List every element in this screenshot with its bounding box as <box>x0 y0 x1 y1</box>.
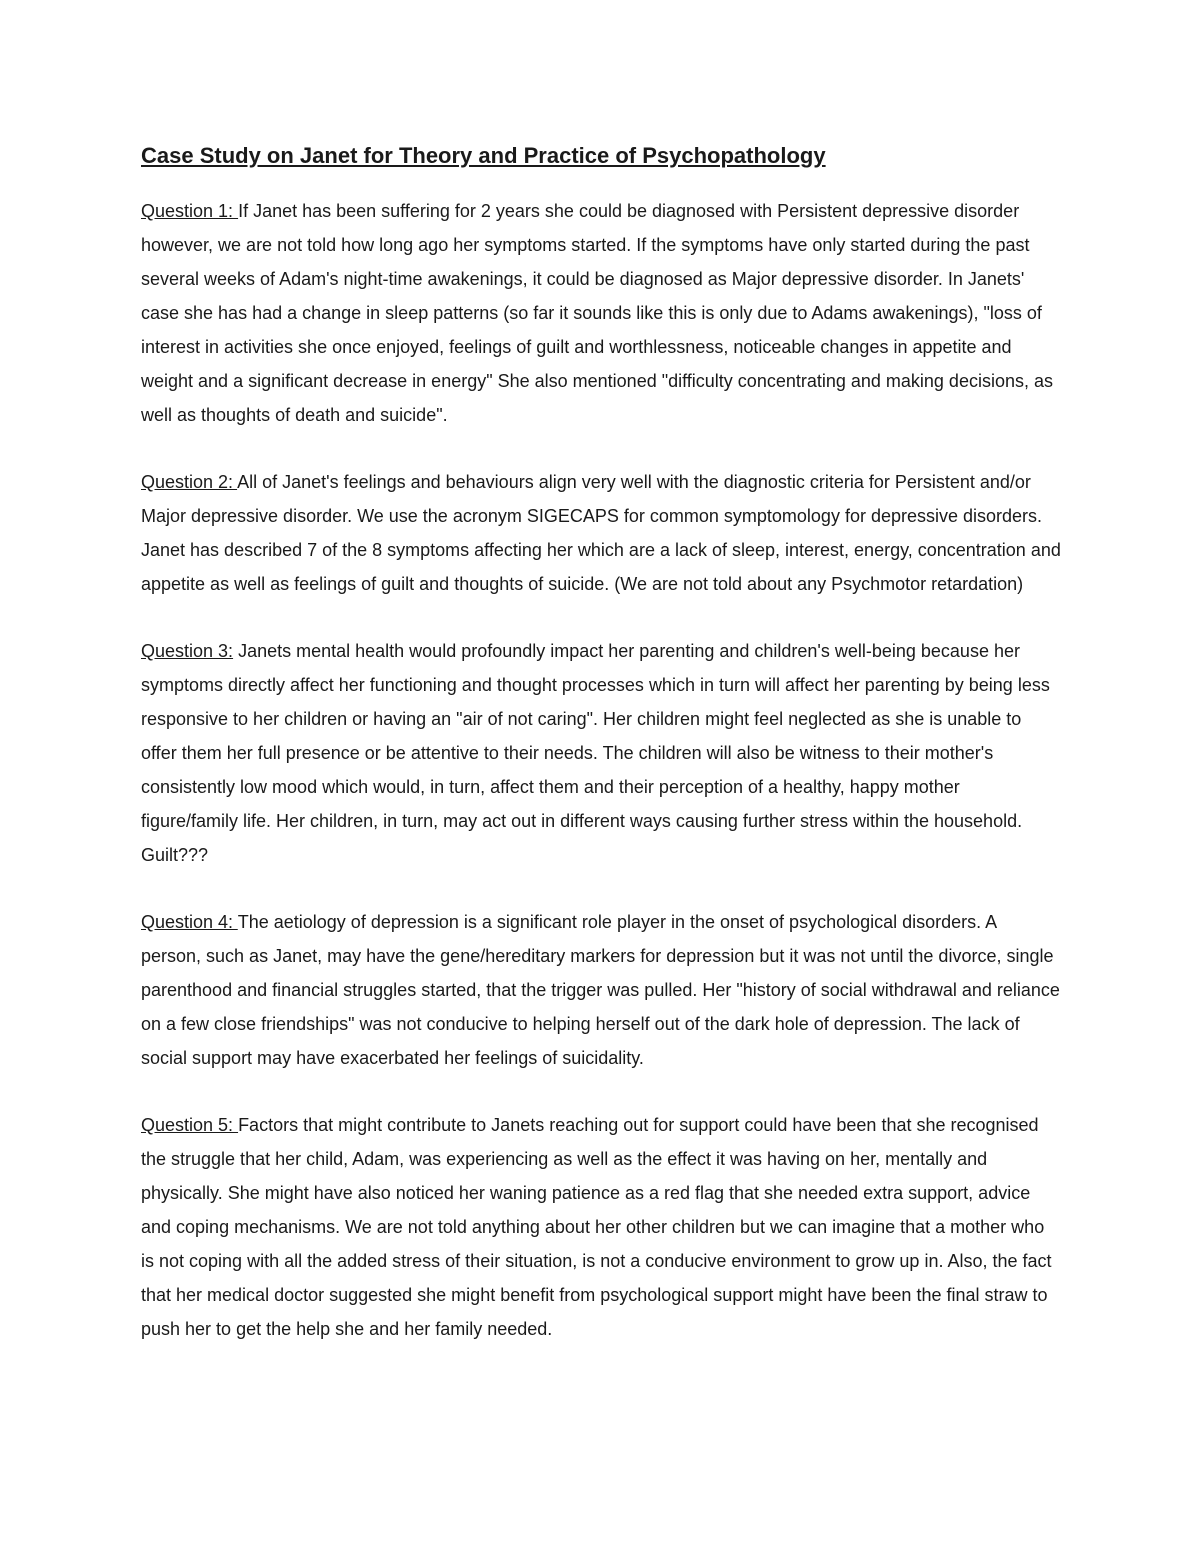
question-2-text: All of Janet's feelings and behaviours align very well with the diagnostic criteria for Persistent and/or Major depressive disorder. We use the acronym SIGECAPS for common symptomology for depressive disorders. Janet has described 7 of the 8 symptoms affecting her which are a lack of sleep, interest, energy, concentration and appetite as well as feelings of guilt and thoughts of suicide. (We are not told about any Psychmotor retardation) <box>141 472 1061 594</box>
question-3-label: Question 3: <box>141 641 234 661</box>
question-4-label: Question 4: <box>141 912 238 932</box>
question-1-label: Question 1: <box>141 201 239 221</box>
question-5-paragraph <box>141 1108 1061 1346</box>
question-5-label: Question 5: <box>141 1115 239 1135</box>
question-2-label: Question 2: <box>141 472 238 492</box>
question-4-text: The aetiology of depression is a significant role player in the onset of psychological disorders. A person, such as Janet, may have the gene/hereditary markers for depression but it was not until the divorce, single parenthood and financial struggles started, that the trigger was pulled. Her "history of social withdrawal and reliance on a few close friendships" was not conducive to helping herself out of the dark hole of depression. The lack of social support may have exacerbated her feelings of suicidality. <box>141 912 1060 1068</box>
document-title: Case Study on Janet for Theory and Practice of Psychopathology <box>141 143 826 168</box>
document-body <box>141 140 1061 1379</box>
question-1-text: If Janet has been suffering for 2 years she could be diagnosed with Persistent depressive disorder however, we are not told how long ago her symptoms started. If the symptoms have only started during the past several weeks of Adam's night-time awakenings, it could be diagnosed as Major depressive disorder. In Janets' case she has had a change in sleep patterns (so far it sounds like this is only due to Adams awakenings), "loss of interest in activities she once enjoyed, feelings of guilt and worthlessness, noticeable changes in appetite and weight and a significant decrease in energy" She also mentioned "difficulty concentrating and making decisions, as well as thoughts of death and suicide". <box>141 201 1053 425</box>
question-3-paragraph <box>141 634 1061 872</box>
question-4-paragraph <box>141 905 1061 1075</box>
question-1-paragraph <box>141 194 1061 432</box>
question-2-paragraph <box>141 465 1061 601</box>
question-5-text: Factors that might contribute to Janets reaching out for support could have been that she recognised the struggle that her child, Adam, was experiencing as well as the effect it was having on her, mentally and physically. She might have also noticed her waning patience as a red flag that she needed extra support, advice and coping mechanisms. We are not told anything about her other children but we can imagine that a mother who is not coping with all the added stress of their situation, is not a conducive environment to grow up in. Also, the fact that her medical doctor suggested she might benefit from psychological support might have been the final straw to push her to get the help she and her family needed. <box>141 1115 1052 1339</box>
question-3-text: Janets mental health would profoundly impact her parenting and children's well-being because her symptoms directly affect her functioning and thought processes which in turn will affect her parenting by being less responsive to her children or having an "air of not caring". Her children might feel neglected as she is unable to offer them her full presence or be attentive to their needs. The children will also be witness to their mother's consistently low mood which would, in turn, affect them and their perception of a healthy, happy mother figure/family life. Her children, in turn, may act out in different ways causing further stress within the household. Guilt??? <box>141 641 1050 865</box>
